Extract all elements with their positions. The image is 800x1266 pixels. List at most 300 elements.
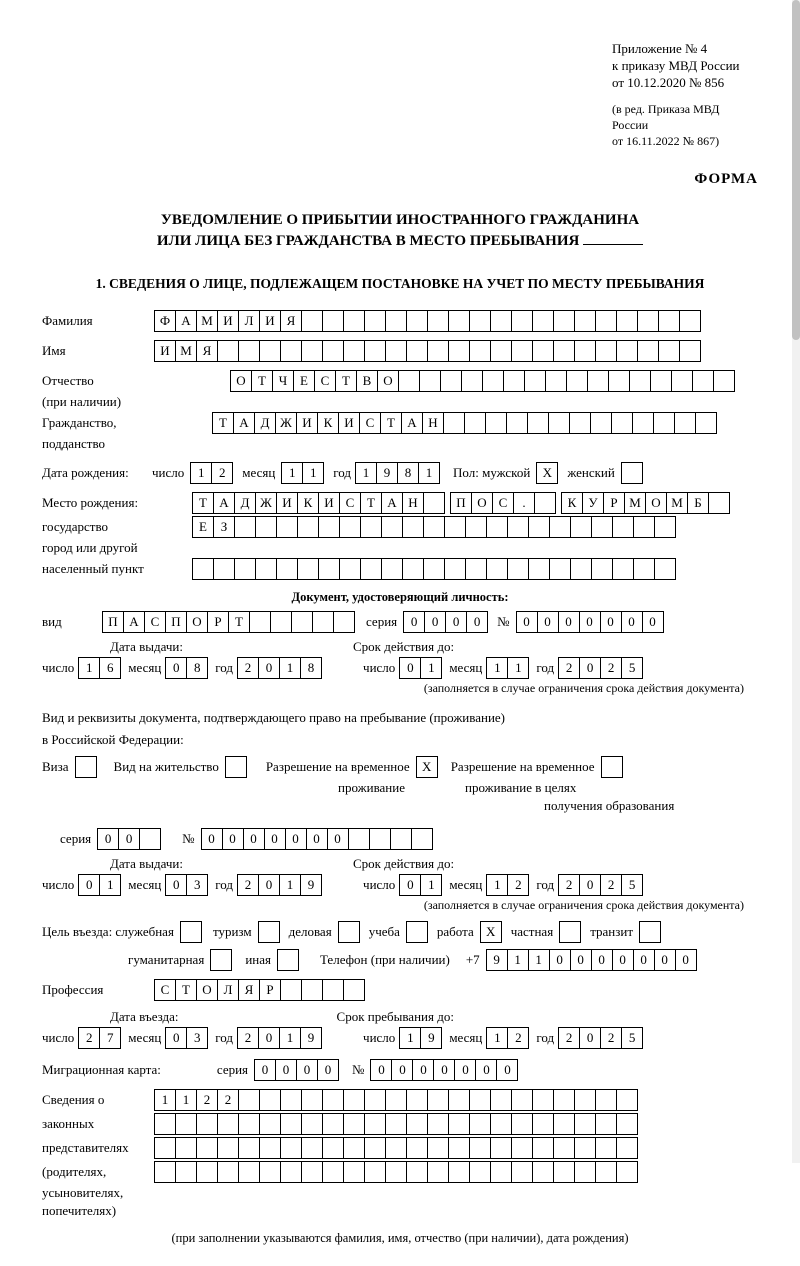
form-cell[interactable] [532,1113,554,1135]
form-cell[interactable]: 0 [306,828,328,850]
doc-valid-month-input[interactable] [486,657,528,679]
form-cell[interactable] [490,1161,512,1183]
form-cell[interactable]: А [175,310,197,332]
form-cell[interactable] [402,516,424,538]
form-cell[interactable] [338,921,360,943]
form-cell[interactable]: 0 [612,949,634,971]
form-cell[interactable] [591,516,613,538]
form-cell[interactable] [75,756,97,778]
form-cell[interactable]: Ж [275,412,297,434]
visa-checkbox[interactable] [75,756,96,778]
purpose-humanitarian-checkbox[interactable] [210,949,231,971]
mig-number-input[interactable] [370,1059,517,1081]
form-cell[interactable]: 5 [621,874,643,896]
form-cell[interactable] [511,310,533,332]
form-cell[interactable] [255,558,277,580]
form-cell[interactable]: 0 [445,611,467,633]
form-cell[interactable] [318,516,340,538]
form-cell[interactable]: И [259,310,281,332]
form-cell[interactable]: Р [259,979,281,1001]
form-cell[interactable] [322,340,344,362]
form-cell[interactable] [448,1161,470,1183]
doc-valid-year-input[interactable] [558,657,642,679]
form-cell[interactable]: 9 [300,1027,322,1049]
form-cell[interactable]: 1 [420,874,442,896]
form-cell[interactable]: С [144,611,166,633]
form-cell[interactable]: 0 [78,874,100,896]
form-cell[interactable] [616,1089,638,1111]
form-cell[interactable]: И [217,310,239,332]
form-cell[interactable] [312,611,334,633]
form-cell[interactable] [180,921,202,943]
form-cell[interactable]: 0 [399,874,421,896]
legal-reps-row-4[interactable] [154,1161,637,1183]
form-cell[interactable] [639,921,661,943]
form-cell[interactable] [534,492,556,514]
entry-year-input[interactable] [237,1027,321,1049]
form-cell[interactable] [175,1161,197,1183]
form-cell[interactable] [280,979,302,1001]
form-cell[interactable] [234,516,256,538]
form-cell[interactable] [591,558,613,580]
form-cell[interactable]: 1 [399,1027,421,1049]
form-cell[interactable]: Я [280,310,302,332]
form-cell[interactable]: 0 [370,1059,392,1081]
form-cell[interactable] [574,340,596,362]
form-cell[interactable]: Н [422,412,444,434]
form-cell[interactable]: 0 [579,611,601,633]
form-cell[interactable]: О [645,492,667,514]
form-cell[interactable] [423,492,445,514]
form-cell[interactable]: . [513,492,535,514]
form-cell[interactable] [238,1113,260,1135]
form-cell[interactable] [322,310,344,332]
form-cell[interactable] [532,1161,554,1183]
form-cell[interactable] [469,340,491,362]
doc-valid-day-input[interactable] [399,657,441,679]
form-cell[interactable]: Т [335,370,357,392]
form-cell[interactable] [444,516,466,538]
form-cell[interactable] [369,828,391,850]
form-cell[interactable] [301,979,323,1001]
form-cell[interactable]: 7 [99,1027,121,1049]
form-cell[interactable]: А [233,412,255,434]
birthplace-line3-input[interactable] [192,558,675,580]
form-cell[interactable] [524,370,546,392]
form-cell[interactable]: 1 [420,657,442,679]
form-cell[interactable] [633,516,655,538]
form-cell[interactable]: 9 [420,1027,442,1049]
form-cell[interactable] [154,1161,176,1183]
form-cell[interactable] [343,1113,365,1135]
form-cell[interactable] [210,949,232,971]
form-cell[interactable]: 2 [211,462,233,484]
form-cell[interactable]: 1 [99,874,121,896]
form-cell[interactable]: 0 [118,828,140,850]
form-cell[interactable] [469,310,491,332]
form-cell[interactable] [175,1137,197,1159]
form-cell[interactable] [443,412,465,434]
entry-day-input[interactable] [78,1027,120,1049]
form-cell[interactable] [632,412,654,434]
form-cell[interactable]: 0 [258,1027,280,1049]
form-cell[interactable] [217,1113,239,1135]
form-cell[interactable] [469,1137,491,1159]
form-cell[interactable]: X [536,462,558,484]
form-cell[interactable] [612,558,634,580]
legal-reps-row-3[interactable] [154,1137,637,1159]
form-cell[interactable] [280,340,302,362]
form-cell[interactable] [532,1137,554,1159]
form-cell[interactable] [406,1161,428,1183]
form-cell[interactable]: Р [207,611,229,633]
form-cell[interactable] [381,558,403,580]
form-cell[interactable]: 0 [675,949,697,971]
form-cell[interactable] [507,516,529,538]
form-cell[interactable]: К [317,412,339,434]
form-cell[interactable] [574,1137,596,1159]
form-cell[interactable] [574,1089,596,1111]
form-cell[interactable] [482,370,504,392]
form-cell[interactable]: 0 [412,1059,434,1081]
form-cell[interactable]: В [356,370,378,392]
form-cell[interactable] [506,412,528,434]
form-cell[interactable] [486,558,508,580]
form-cell[interactable]: 3 [186,1027,208,1049]
purpose-transit-checkbox[interactable] [639,921,660,943]
form-cell[interactable] [444,558,466,580]
sex-male-checkbox[interactable] [536,462,557,484]
form-cell[interactable] [406,1089,428,1111]
form-cell[interactable]: К [297,492,319,514]
form-cell[interactable] [259,1089,281,1111]
permit-issue-month-input[interactable] [165,874,207,896]
form-cell[interactable] [553,1161,575,1183]
form-cell[interactable]: П [165,611,187,633]
form-cell[interactable]: Ч [272,370,294,392]
form-cell[interactable] [255,516,277,538]
form-cell[interactable] [427,340,449,362]
form-cell[interactable]: А [381,492,403,514]
form-cell[interactable]: Ж [255,492,277,514]
form-cell[interactable] [217,1161,239,1183]
form-cell[interactable]: О [377,370,399,392]
form-cell[interactable]: 0 [327,828,349,850]
form-cell[interactable] [695,412,717,434]
form-cell[interactable]: 2 [600,874,622,896]
form-cell[interactable]: 2 [558,874,580,896]
form-cell[interactable] [548,412,570,434]
birthplace-state-input[interactable] [192,492,444,514]
form-cell[interactable]: 0 [275,1059,297,1081]
form-cell[interactable]: Н [402,492,424,514]
form-cell[interactable]: 2 [237,1027,259,1049]
form-cell[interactable] [333,611,355,633]
form-cell[interactable]: 9 [300,874,322,896]
form-cell[interactable] [570,558,592,580]
form-cell[interactable] [611,412,633,434]
form-cell[interactable] [486,516,508,538]
form-cell[interactable] [570,516,592,538]
form-cell[interactable] [448,1137,470,1159]
form-cell[interactable] [423,558,445,580]
form-cell[interactable] [385,1089,407,1111]
form-cell[interactable] [448,340,470,362]
form-cell[interactable]: 0 [285,828,307,850]
form-cell[interactable] [629,370,651,392]
form-cell[interactable]: Д [254,412,276,434]
form-cell[interactable]: 1 [279,657,301,679]
form-cell[interactable]: 0 [201,828,223,850]
form-cell[interactable]: 0 [654,949,676,971]
form-cell[interactable] [511,1161,533,1183]
form-cell[interactable]: 2 [78,1027,100,1049]
permit-valid-day-input[interactable] [399,874,441,896]
form-cell[interactable]: Т [380,412,402,434]
form-cell[interactable]: Е [192,516,214,538]
form-cell[interactable] [511,1137,533,1159]
form-cell[interactable] [175,1113,197,1135]
form-cell[interactable]: У [582,492,604,514]
form-cell[interactable]: 0 [558,611,580,633]
form-cell[interactable] [322,1113,344,1135]
form-cell[interactable] [238,340,260,362]
form-cell[interactable] [343,979,365,1001]
form-cell[interactable]: 2 [600,657,622,679]
form-cell[interactable] [427,1113,449,1135]
form-cell[interactable] [532,340,554,362]
birthplace-city-input-2[interactable] [561,492,729,514]
form-cell[interactable]: 2 [507,1027,529,1049]
form-cell[interactable] [280,1137,302,1159]
form-cell[interactable]: 0 [642,611,664,633]
form-cell[interactable]: 0 [549,949,571,971]
form-cell[interactable] [469,1161,491,1183]
form-cell[interactable] [398,370,420,392]
legal-reps-row-1[interactable] [154,1089,637,1111]
form-cell[interactable] [532,310,554,332]
birth-month-input[interactable] [281,462,323,484]
form-cell[interactable] [258,921,280,943]
form-cell[interactable] [553,1137,575,1159]
form-cell[interactable]: И [296,412,318,434]
form-cell[interactable]: 6 [99,657,121,679]
form-cell[interactable]: М [175,340,197,362]
form-cell[interactable]: 0 [97,828,119,850]
form-cell[interactable]: 0 [254,1059,276,1081]
form-cell[interactable]: 1 [355,462,377,484]
edu-residence-checkbox[interactable] [601,756,622,778]
form-cell[interactable] [654,516,676,538]
form-cell[interactable] [280,1161,302,1183]
form-cell[interactable] [427,1089,449,1111]
permit-issue-year-input[interactable] [237,874,321,896]
form-cell[interactable] [427,1161,449,1183]
form-cell[interactable] [528,516,550,538]
form-cell[interactable] [322,1137,344,1159]
form-cell[interactable] [527,412,549,434]
form-cell[interactable]: Т [228,611,250,633]
form-cell[interactable] [490,1089,512,1111]
form-cell[interactable] [343,1089,365,1111]
form-cell[interactable] [469,1113,491,1135]
form-cell[interactable] [595,1137,617,1159]
form-cell[interactable]: 5 [621,1027,643,1049]
form-cell[interactable]: М [196,310,218,332]
form-cell[interactable]: Р [603,492,625,514]
form-cell[interactable] [590,412,612,434]
stay-day-input[interactable] [399,1027,441,1049]
form-cell[interactable]: 0 [165,657,187,679]
form-cell[interactable]: П [450,492,472,514]
form-cell[interactable] [280,1113,302,1135]
form-cell[interactable] [364,310,386,332]
form-cell[interactable] [465,516,487,538]
form-cell[interactable] [595,310,617,332]
form-cell[interactable]: И [154,340,176,362]
form-cell[interactable] [343,310,365,332]
form-cell[interactable]: 8 [397,462,419,484]
form-cell[interactable] [616,310,638,332]
form-cell[interactable] [385,1137,407,1159]
form-cell[interactable] [559,921,581,943]
form-cell[interactable] [406,340,428,362]
temp-residence-checkbox[interactable] [416,756,437,778]
form-cell[interactable] [385,1113,407,1135]
form-cell[interactable]: 0 [222,828,244,850]
form-cell[interactable] [679,340,701,362]
form-cell[interactable] [322,979,344,1001]
form-cell[interactable]: А [213,492,235,514]
form-cell[interactable]: 9 [486,949,508,971]
form-cell[interactable] [574,1113,596,1135]
form-cell[interactable] [490,1113,512,1135]
form-cell[interactable] [381,516,403,538]
form-cell[interactable] [549,516,571,538]
form-cell[interactable]: 1 [418,462,440,484]
form-cell[interactable]: 0 [633,949,655,971]
form-cell[interactable]: 0 [165,1027,187,1049]
form-cell[interactable]: 1 [507,949,529,971]
form-cell[interactable]: Я [238,979,260,1001]
form-cell[interactable] [259,1137,281,1159]
form-cell[interactable] [339,558,361,580]
purpose-study-checkbox[interactable] [406,921,427,943]
form-cell[interactable]: Л [217,979,239,1001]
form-cell[interactable]: Т [360,492,382,514]
form-cell[interactable] [238,1137,260,1159]
form-cell[interactable]: 1 [528,949,550,971]
form-cell[interactable]: 0 [391,1059,413,1081]
form-cell[interactable] [612,516,634,538]
purpose-service-checkbox[interactable] [180,921,201,943]
form-cell[interactable] [637,310,659,332]
form-cell[interactable]: 0 [591,949,613,971]
form-cell[interactable]: Е [293,370,315,392]
scrollbar-thumb[interactable] [792,0,800,340]
form-cell[interactable] [406,310,428,332]
form-cell[interactable] [348,828,370,850]
form-cell[interactable] [402,558,424,580]
form-cell[interactable] [322,1161,344,1183]
form-cell[interactable] [511,1113,533,1135]
form-cell[interactable] [364,1161,386,1183]
form-cell[interactable] [270,611,292,633]
form-cell[interactable]: 0 [516,611,538,633]
form-cell[interactable] [343,340,365,362]
form-cell[interactable] [507,558,529,580]
form-cell[interactable]: 0 [424,611,446,633]
form-cell[interactable]: Т [175,979,197,1001]
form-cell[interactable]: 3 [186,874,208,896]
purpose-tourism-checkbox[interactable] [258,921,279,943]
form-cell[interactable] [448,1113,470,1135]
form-cell[interactable]: С [314,370,336,392]
form-cell[interactable]: X [416,756,438,778]
form-cell[interactable] [301,340,323,362]
form-cell[interactable]: О [471,492,493,514]
form-cell[interactable] [339,516,361,538]
form-cell[interactable]: М [666,492,688,514]
form-cell[interactable] [139,828,161,850]
form-cell[interactable]: 0 [258,874,280,896]
form-cell[interactable] [419,370,441,392]
form-cell[interactable]: Т [251,370,273,392]
form-cell[interactable] [574,310,596,332]
form-cell[interactable] [301,1137,323,1159]
birth-year-input[interactable] [355,462,439,484]
form-cell[interactable] [225,756,247,778]
form-cell[interactable] [238,1161,260,1183]
permit-issue-day-input[interactable] [78,874,120,896]
birth-day-input[interactable] [190,462,232,484]
purpose-other-checkbox[interactable] [277,949,298,971]
sex-female-checkbox[interactable] [621,462,642,484]
form-cell[interactable]: 8 [186,657,208,679]
form-cell[interactable]: 0 [399,657,421,679]
form-cell[interactable] [490,1137,512,1159]
form-cell[interactable]: 1 [190,462,212,484]
legal-reps-row-2[interactable] [154,1113,637,1135]
doc-number-input[interactable] [516,611,663,633]
form-cell[interactable]: Ф [154,310,176,332]
form-cell[interactable] [616,1113,638,1135]
form-cell[interactable] [464,412,486,434]
form-cell[interactable]: С [359,412,381,434]
profession-input[interactable] [154,979,364,1001]
form-cell[interactable] [196,1113,218,1135]
form-cell[interactable]: 0 [475,1059,497,1081]
form-cell[interactable]: 0 [165,874,187,896]
form-cell[interactable]: Я [196,340,218,362]
form-cell[interactable]: 2 [217,1089,239,1111]
form-cell[interactable]: 0 [496,1059,518,1081]
form-cell[interactable] [364,1137,386,1159]
form-cell[interactable] [616,1137,638,1159]
form-cell[interactable] [390,828,412,850]
form-cell[interactable]: О [196,979,218,1001]
form-cell[interactable] [465,558,487,580]
form-cell[interactable] [595,340,617,362]
form-cell[interactable]: К [561,492,583,514]
residence-permit-checkbox[interactable] [225,756,246,778]
form-cell[interactable] [608,370,630,392]
form-cell[interactable] [238,1089,260,1111]
form-cell[interactable] [503,370,525,392]
form-cell[interactable] [601,756,623,778]
form-cell[interactable] [553,310,575,332]
form-cell[interactable]: 0 [454,1059,476,1081]
